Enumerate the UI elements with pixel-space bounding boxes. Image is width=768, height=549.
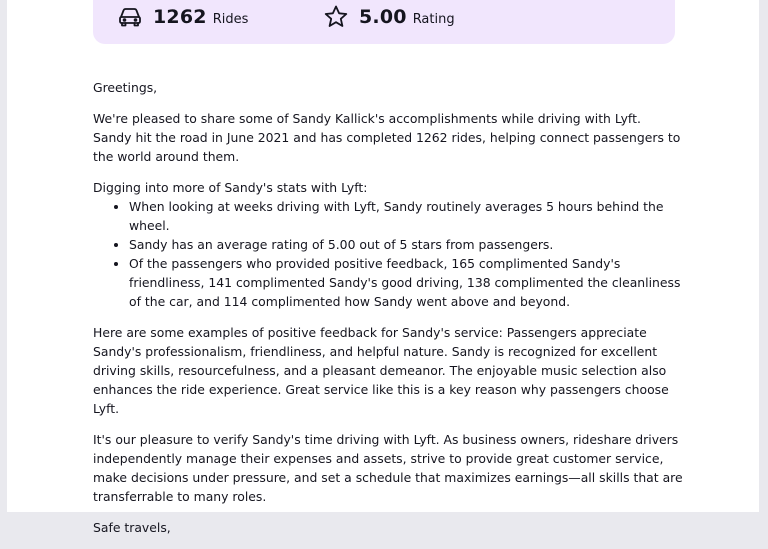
stats-list	[93, 197, 683, 311]
rating-stat	[323, 4, 455, 30]
rating-label: Rating	[412, 12, 455, 27]
greeting: Greetings,	[93, 80, 158, 95]
rides-stat	[117, 4, 248, 30]
letter-body	[93, 78, 683, 549]
list-item: • Of the passengers who provided positive feedback, 165 complimented Sandy's friendliness, 141 complimented Sandy's good driving, 138 complimented the cleanliness of the car, and 114 complimented how Sandy went above and beyond.	[129, 254, 683, 311]
verification-paragraph: It's our pleasure to verify Sandy's time driving with Lyft. As business owners, rideshare drivers independently manage their expenses and assets, strive to provide great customer service, make decisions under pressure, and set a schedule that maximizes earnings—all skills that are transferrable to many roles.	[93, 432, 683, 504]
closing: Safe travels,	[93, 520, 171, 535]
rides-label: Rides	[212, 12, 249, 27]
list-item: • Sandy has an average rating of 5.00 out of 5 stars from passengers.	[129, 235, 683, 254]
feedback-paragraph: Here are some examples of positive feedback for Sandy's service: Passengers appreciate Sandy's professionalism, friendliness, and helpful nature. Sandy is recognized for excellent driving skills, resourcefulness, and a pleasant demeanor. The enjoyable music selection also enhances the ride experience. Great service like this is a key reason why passengers choose Lyft.	[93, 325, 669, 416]
rating-value: 5.00	[359, 6, 407, 28]
letter-page	[7, 0, 759, 535]
stats-banner	[93, 0, 675, 44]
car-icon	[117, 4, 143, 30]
stats-heading: Digging into more of Sandy's stats with Lyft:	[93, 180, 368, 195]
list-item: • When looking at weeks driving with Lyft, Sandy routinely averages 5 hours behind the wheel.	[129, 197, 683, 235]
intro-paragraph: We're pleased to share some of Sandy Kallick's accomplishments while driving with Lyft. Sandy hit the road in June 2021 and has completed 1262 rides, helping connect passengers to the world around them.	[93, 111, 681, 164]
rides-value: 1262	[153, 6, 207, 28]
star-icon	[323, 4, 349, 30]
